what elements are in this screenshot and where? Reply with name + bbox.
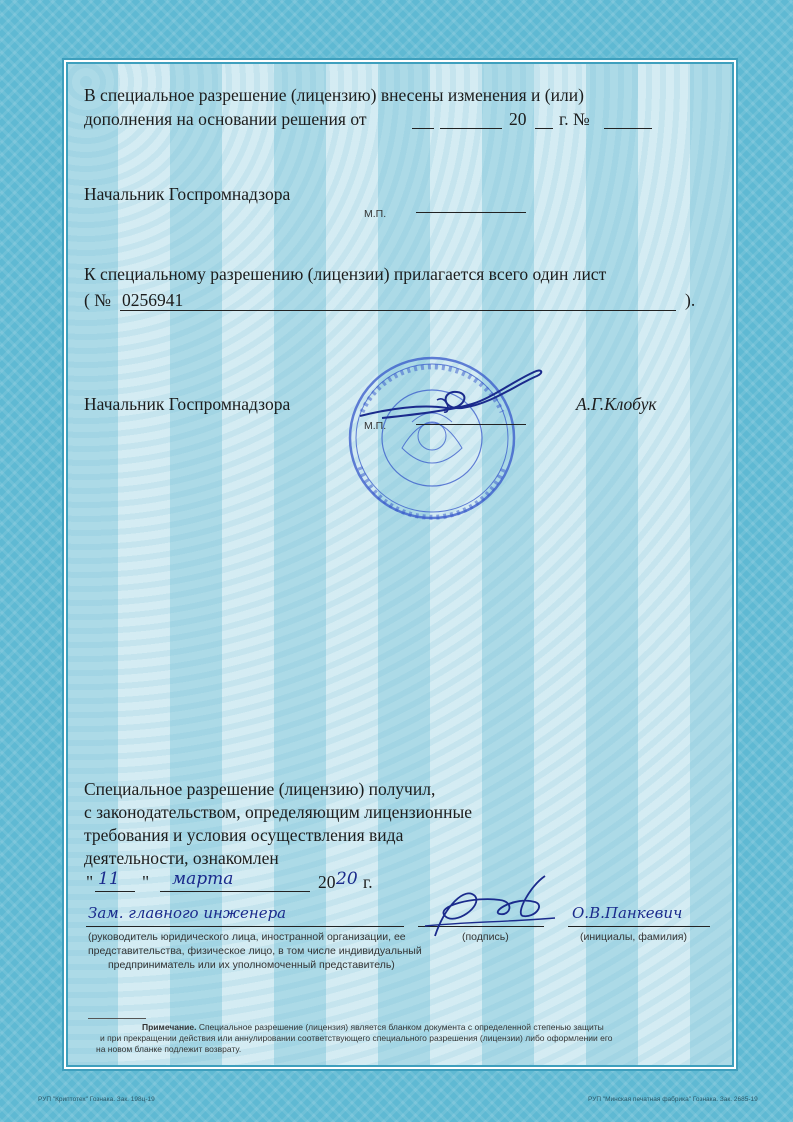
signatory1-signature-line	[416, 212, 526, 213]
attachment-line-1: К специальному разрешению (лицензии) прилагается всего один лист	[84, 264, 607, 284]
receipt-month-line	[160, 891, 310, 892]
signatory2-seal-label: М.П.	[364, 420, 387, 432]
note-text-3: на новом бланке подлежит возврату.	[96, 1044, 242, 1054]
note-separator	[88, 1018, 146, 1019]
note-text-1: Специальное разрешение (лицензия) является бланком документа с определенной степенью защиты	[196, 1022, 604, 1032]
signer-position-caption-1: (руководитель юридического лица, иностранной организации, ее	[88, 931, 406, 943]
attachment-open: ( №	[84, 290, 111, 310]
signer-position-caption-2: представительства, физическое лицо, в том числе индивидуальный	[88, 945, 422, 957]
signatory1-seal-label: М.П.	[364, 208, 387, 220]
attachment-number-line	[120, 310, 676, 311]
attachment-number: 0256941	[122, 290, 184, 310]
signatory2-signature-line	[416, 424, 526, 425]
amendment-line-1: В специальное разрешение (лицензию) внесены изменения и (или)	[84, 85, 584, 105]
signer-position: Зам. главного инженера	[88, 904, 287, 922]
note-label: Примечание.	[142, 1022, 197, 1032]
signer-signature-caption: (подпись)	[462, 931, 509, 943]
amendment-number-label: г. №	[559, 109, 590, 129]
signer-name-line	[568, 926, 710, 927]
receipt-year-suffix: г.	[363, 872, 373, 892]
amendment-line-2: дополнения на основании решения от	[84, 109, 367, 129]
receipt-day: 11	[98, 869, 120, 889]
receipt-quote-open: "	[86, 872, 94, 892]
receipt-day-line	[95, 891, 135, 892]
blank-year	[535, 128, 553, 129]
receipt-line-4: деятельности, ознакомлен	[84, 848, 279, 868]
signatory2-title: Начальник Госпромнадзора	[84, 394, 291, 414]
note-block	[96, 1022, 716, 1055]
footer-printer-right: РУП "Минская печатная фабрика" Гознака. Зак. 2685-19	[588, 1096, 758, 1103]
receipt-year-prefix: 20	[318, 872, 336, 892]
blank-day	[412, 128, 434, 129]
receipt-line-1: Специальное разрешение (лицензию) получил,	[84, 779, 436, 799]
receipt-month: марта	[172, 869, 234, 889]
blank-number	[604, 128, 652, 129]
signatory1-title: Начальник Госпромнадзора	[84, 184, 291, 204]
footer-printer-left: РУП "Криптотех" Гознака. Зак. 198ц-19	[38, 1096, 155, 1103]
signer-position-line	[86, 926, 404, 927]
amendment-year-prefix: 20	[509, 109, 527, 129]
signer-name: О.В.Панкевич	[572, 904, 683, 922]
signature-klobuk-icon	[352, 364, 552, 424]
receipt-quote-close: "	[142, 872, 150, 892]
signer-position-caption-3: предприниматель или их уполномоченный представитель)	[108, 959, 395, 971]
receipt-line-2: с законодательством, определяющим лицензионные	[84, 802, 473, 822]
receipt-line-3: требования и условия осуществления вида	[84, 825, 404, 845]
blank-month	[440, 128, 502, 129]
attachment-close: ).	[685, 290, 696, 310]
signer-name-caption: (инициалы, фамилия)	[580, 931, 687, 943]
signatory2-name: А.Г.Клобук	[576, 394, 657, 414]
receipt-year-written: 20	[336, 869, 358, 889]
note-text-2: и при прекращении действия или аннулировании соответствующего специального разрешения (лицензии) либо оформлении его	[100, 1033, 613, 1043]
